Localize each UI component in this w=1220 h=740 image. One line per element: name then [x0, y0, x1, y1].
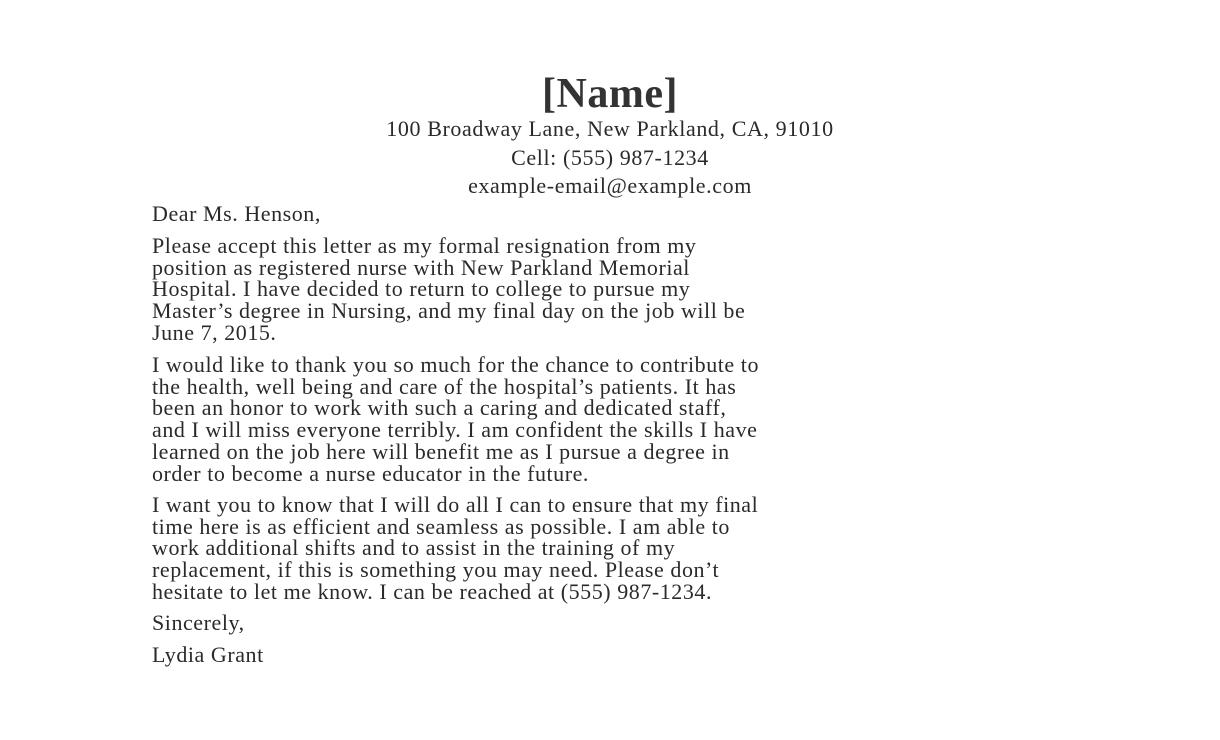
letter-paragraph-3: I want you to know that I will do all I can to ensure that my final time here is as efficient and seamless as possible. I am able to work additional shifts and to assist in the training of my replacement, if this is something you may need. Please don’t hesitate to let me know. I can be reached at (555) 987-1234.	[152, 492, 759, 604]
sender-email: example-email@example.com	[468, 173, 752, 198]
letter-paragraph-1: Please accept this letter as my formal resignation from my position as registered nurse with New Parkland Memorial Hospital. I have decided to return to college to pursue my Master’s degree in Nursing, and my final day on the job will be June 7, 2015.	[152, 233, 746, 345]
letter-paragraph-2: I would like to thank you so much for the chance to contribute to the health, well being and care of the hospital’s patients. It has been an honor to work with such a caring and dedicated staff, and I will miss everyone terribly. I am confident the skills I have learned on the job here will benefit me as I pursue a degree in order to become a nurse educator in the future.	[152, 352, 759, 486]
sender-name: [Name]	[542, 71, 678, 117]
sender-address: 100 Broadway Lane, New Parkland, CA, 91010	[386, 116, 834, 141]
letter-closing: Sincerely,	[152, 610, 245, 635]
sender-phone: Cell: (555) 987-1234	[511, 145, 709, 170]
letter-salutation: Dear Ms. Henson,	[152, 201, 321, 226]
letter-signature: Lydia Grant	[152, 642, 264, 667]
